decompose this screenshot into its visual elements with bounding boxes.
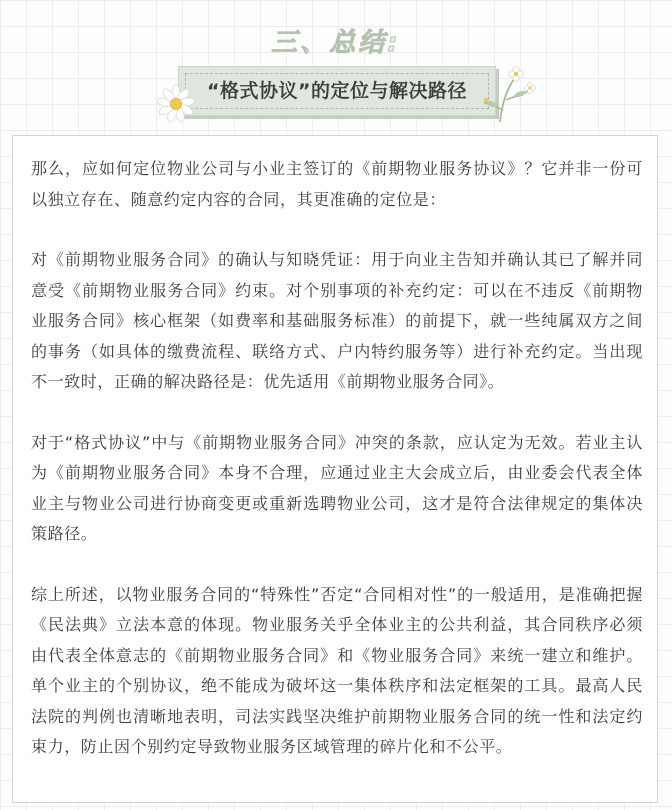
- section-number: 三、总结:: [271, 28, 401, 58]
- paragraph-conclusion: 综上所述，以物业服务合同的“特殊性”否定“合同相对性”的一般适用，是准确把握《民法典》立法本意的体现。物业服务关乎全体业主的公共利益，其合同秩序必须由代表全体意志的《前期物业服务合同》和《物业服务合同》来统一建立和维护。单个业主的个别协议，绝不能成为破坏这一集体秩序和法定框架的工具。最高人民法院的判例也清晰地表明，司法实践坚决维护前期物业服务合同的统一性和法定约束力，防止因个别约定导致物业服务区域管理的碎片化和不公平。: [31, 584, 643, 756]
- paragraph-positioning: 对《前期物业服务合同》的确认与知晓凭证：用于向业主告知并确认其已了解并同意受《前期物业服务合同》约束。对个别事项的补充约定：可以在不违反《前期物业服务合同》核心框架（如费率和基础服务标准）的前提下，就一些纯属双方之间的事务（如具体的缴费流程、联络方式、户内特约服务等）进行补充约定。当出现不一致时，正确的解决路径是：优先适用《前期物业服务合同》。: [31, 250, 643, 391]
- section-title: “格式协议”的定位与解决路径: [207, 80, 467, 102]
- title-banner: [178, 66, 496, 116]
- flower-sprig-icon: [480, 60, 536, 124]
- paragraph-conflict: 对于“格式协议”中与《前期物业服务合同》冲突的条款，应认定为无效。若业主认为《前期物业服务合同》本身不合理，应通过业主大会成立后，由业委会代表全体业主与物业公司进行协商变更或重新选聘物业公司，这才是符合法律规定的集体决策路径。: [31, 432, 643, 543]
- daisy-icon: [156, 84, 196, 124]
- paragraph-intro: 那么，应如何定位物业公司与小业主签订的《前期物业服务协议》？它并非一份可以独立存在、随意约定内容的合同，其更准确的定位是：: [31, 159, 643, 209]
- content-box: [12, 135, 658, 803]
